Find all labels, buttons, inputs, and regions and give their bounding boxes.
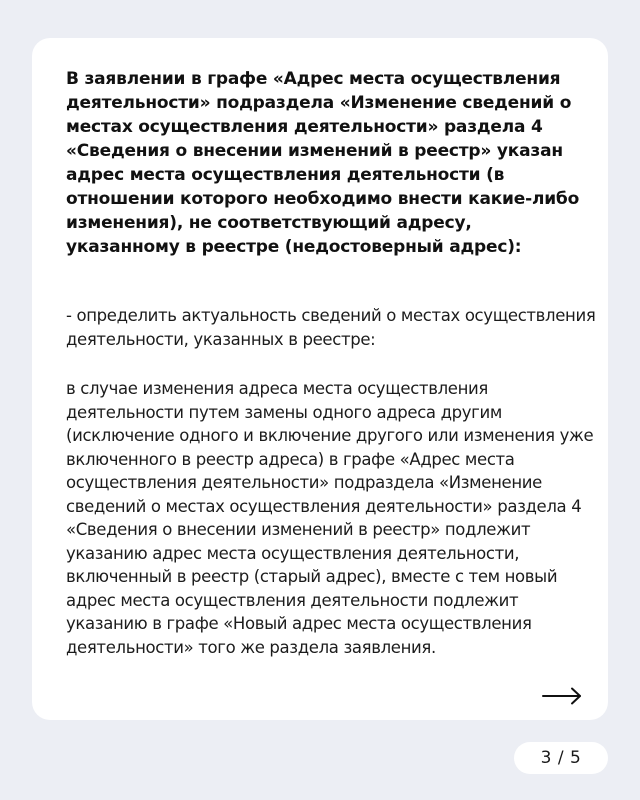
card-paragraph-1: - определить актуальность сведений о местах осуществления деятельности, указанных в реестре: (66, 306, 596, 349)
page-separator: / (557, 748, 565, 768)
content-card (32, 38, 608, 720)
arrow-right-icon (541, 686, 583, 706)
card-paragraph-2: в случае изменения адреса места осуществления деятельности путем замены одного адреса другим (исключение одного и включение другого или изменения уже включенного в реестр адреса) в графе «Адрес места осуществления деятельности» подраздела «Изменение сведений о местах осуществления деятельности» раздела 4 «Сведения о внесении изменений в реестр» подлежит указанию адрес места осуществления деятельности, включенный в реестр (старый адрес), вместе с тем новый адрес места осуществления деятельности подлежит указанию в графе «Новый адрес места осуществления деятельности» того же раздела заявления. (66, 379, 594, 657)
page-total: 5 (570, 748, 582, 768)
page-current: 3 (540, 748, 552, 768)
next-slide-button[interactable] (541, 686, 583, 706)
page-indicator (514, 742, 608, 774)
card-heading: В заявлении в графе «Адрес места осуществления деятельности» подраздела «Изменение сведений о местах осуществления деятельности» раздела 4 «Сведения о внесении изменений в реестр» указан адрес места осуществления деятельности (в отношении которого необходимо внести какие-либо изменения), не соответствующий адресу, указанному в реестре (недостоверный адрес): (66, 69, 580, 257)
